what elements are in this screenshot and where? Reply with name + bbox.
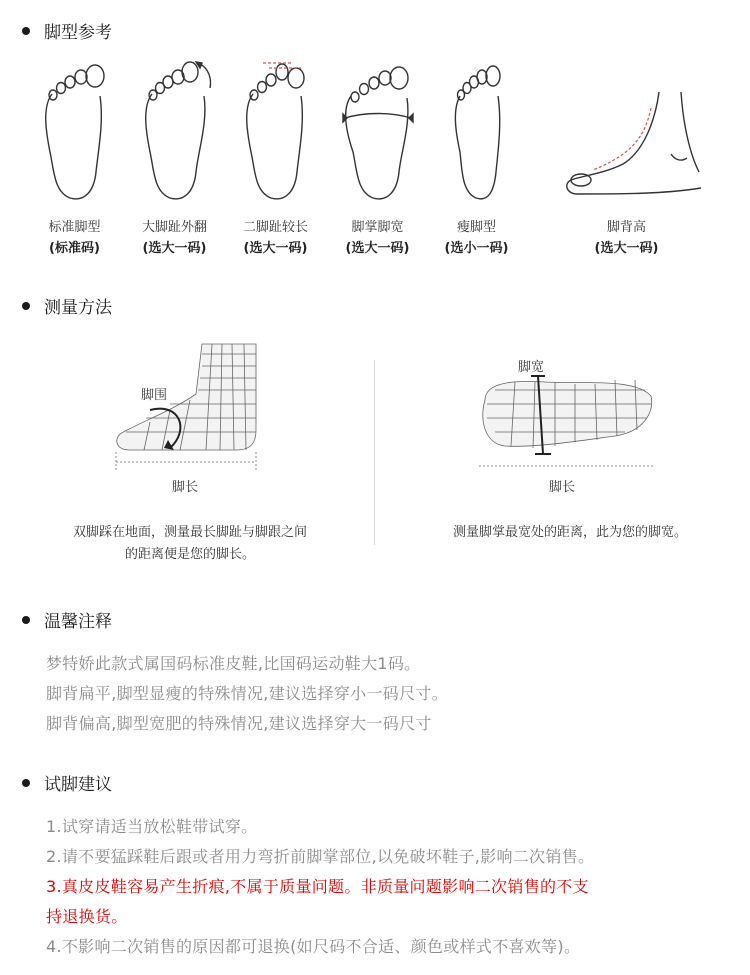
foot-illustration-high-instep (563, 52, 688, 202)
measure-divider (374, 360, 375, 545)
section-title-tryon (22, 770, 112, 795)
width-label: 脚宽 (518, 360, 545, 375)
tip-line: 2.请不要猛踩鞋后跟或者用力弯折前脚掌部位,以免破坏鞋子,影响二次销售。 (46, 847, 595, 866)
section-title-text: 脚型参考 (44, 23, 112, 43)
foot-type-name: 标准脚型 (48, 220, 101, 235)
right-length-label: 脚长 (549, 480, 576, 495)
section-title-text: 温馨注释 (44, 612, 112, 632)
foot-type-name: 大脚趾外翻 (141, 220, 207, 235)
foot-type-fit: (选小一码) (444, 241, 509, 256)
caption-line: 双脚踩在地面，测量最长脚趾与脚跟之间 (72, 525, 307, 540)
foot-label-slim (414, 217, 539, 259)
section-title-text: 试脚建议 (44, 775, 112, 795)
foot-type-fit: (标准码) (49, 241, 100, 256)
tip-line-warning: 3.真皮皮鞋容易产生折痕,不属于质量问题。非质量问题影响二次销售的不支 (46, 877, 589, 896)
foot-type-name: 二脚趾较长 (242, 220, 308, 235)
tip-line: 1.试穿请适当放松鞋带试穿。 (46, 817, 258, 836)
foot-type-name: 瘦脚型 (456, 220, 496, 235)
foot-length-side-view-icon (110, 340, 270, 470)
bullet-dot-icon (22, 616, 30, 624)
tip-line: 4.不影响二次销售的原因都可退换(如尺码不合适、颜色或样式不喜欢等)。 (46, 937, 581, 956)
slim-foot-icon (414, 52, 539, 202)
section-title-foot-types (22, 18, 112, 43)
high-instep-foot-icon (563, 52, 713, 202)
foot-type-name: 脚背高 (606, 220, 646, 235)
foot-illustration-slim (414, 52, 539, 202)
foot-type-fit: (选大一码) (594, 241, 659, 256)
tip-line-warning: 持退换货。 (46, 907, 128, 926)
section-title-text: 测量方法 (44, 298, 112, 318)
foot-type-fit: (选大一码) (345, 241, 410, 256)
caption-line: 的距离便是您的脚长。 (124, 547, 255, 562)
note-line: 脚背偏高,脚型宽肥的特殊情况,建议选择穿大一码尺寸 (46, 714, 432, 733)
foot-width-top-view-icon (475, 370, 655, 470)
foot-type-fit: (选大一码) (142, 241, 207, 256)
bullet-dot-icon (22, 779, 30, 787)
section-title-measure (22, 293, 112, 318)
girth-label: 脚围 (141, 388, 168, 403)
foot-type-name: 脚掌脚宽 (351, 220, 404, 235)
note-line: 脚背扁平,脚型显瘦的特殊情况,建议选择穿小一码尺寸。 (46, 684, 448, 703)
right-measure-caption: 测量脚掌最宽处的距离，此为您的脚宽。 (452, 525, 687, 540)
left-length-label: 脚长 (172, 480, 199, 495)
foot-type-fit: (选大一码) (243, 241, 308, 256)
section-title-notes (22, 607, 112, 632)
bullet-dot-icon (22, 27, 30, 35)
note-line: 梦特娇此款式属国码标准皮鞋,比国码运动鞋大1码。 (46, 654, 421, 673)
left-measure-caption (40, 522, 340, 566)
bullet-dot-icon (22, 302, 30, 310)
foot-label-high-instep (564, 217, 689, 259)
